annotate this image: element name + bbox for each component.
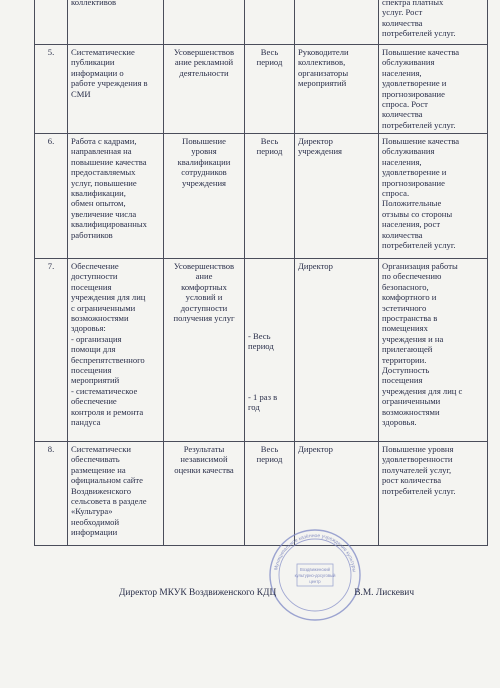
event-cell: Систематические публикации информации о работе учреждения в СМИ — [68, 45, 164, 134]
goal-cell: Усовершенствов ание комфортных условий и доступности получения услуг — [164, 259, 245, 442]
svg-text:культурно-досуговый: культурно-досуговый — [294, 573, 336, 578]
table-row — [35, 259, 488, 442]
goal-cell: Повышение уровня квалификации сотрудников учреждения — [164, 134, 245, 259]
responsible-cell — [295, 0, 379, 45]
svg-text:Воздвиженский: Воздвиженский — [300, 567, 330, 572]
result-cell: Организация работы по обеспечению безопасного, комфортного и эстетичного пространства в помещениях учреждения и на прилегающей территории. Доступность посещения учреждения для лиц с ограниченными возможностями здоровья. — [379, 259, 488, 442]
event-cell: Систематически обеспечивать размещение на официальном сайте Воздвиженского сельсовета в разделе «Культура» необходимой информации — [68, 442, 164, 546]
goal-cell: Усовершенствов ание рекламной деятельности — [164, 45, 245, 134]
svg-text:Муниципальное казённое учрежде: Муниципальное казённое учреждение культуры — [273, 532, 357, 573]
term-cell: Весь период — [245, 134, 295, 259]
svg-text:центр: центр — [309, 579, 321, 584]
result-cell: спектра платных услуг. Рост количества потребителей услуг. — [379, 0, 488, 45]
row-number: 7. — [35, 259, 68, 442]
goal-cell: Результаты независимой оценки качества — [164, 442, 245, 546]
row-number: 5. — [35, 45, 68, 134]
official-seal-stamp — [268, 528, 362, 622]
event-cell: Работа с кадрами, направленная на повышение качества предоставляемых услуг, повышение квалификации, обмен опытом, увеличение числа квалифицированных работников — [68, 134, 164, 259]
term-cell: Весь период — [245, 442, 295, 546]
responsible-cell: Директор — [295, 259, 379, 442]
goal-cell — [164, 0, 245, 45]
table-row — [35, 0, 488, 45]
responsible-cell: Директор учреждения — [295, 134, 379, 259]
event-cell: коллективов — [68, 0, 164, 45]
responsible-cell: Руководители коллективов, организаторы мероприятий — [295, 45, 379, 134]
term-cell: - Весь период - 1 раз в год — [245, 259, 295, 442]
plan-table — [34, 0, 488, 546]
signatory-name: В.М. Лискевич — [354, 588, 415, 598]
term-cell: Весь период — [245, 45, 295, 134]
term-cell — [245, 0, 295, 45]
row-number — [35, 0, 68, 45]
responsible-cell: Директор — [295, 442, 379, 546]
signature-line — [119, 588, 414, 598]
event-cell: Обеспечение доступности посещения учреждения для лиц с ограниченными возможностями здоровья: - организация помощи для беспрепятственного посещения мероприятий - систематическое обеспечение контроля и ремонта пандуса — [68, 259, 164, 442]
signatory-position: Директор МКУК Воздвиженского КДЦ — [119, 588, 277, 598]
table-row — [35, 442, 488, 546]
result-cell: Повышение качества обслуживания населения, удовлетворение и прогнозирование спроса. Рост количества потребителей услуг. — [379, 45, 488, 134]
result-cell: Повышение качества обслуживания населения, удовлетворение и прогнозирование спроса. Положительные отзывы со стороны населения, рост количества потребителей услуг. — [379, 134, 488, 259]
result-cell: Повышение уровня удовлетворенности получателей услуг, рост количества потребителей услуг. — [379, 442, 488, 546]
row-number: 6. — [35, 134, 68, 259]
table-row — [35, 45, 488, 134]
table-row — [35, 134, 488, 259]
row-number: 8. — [35, 442, 68, 546]
